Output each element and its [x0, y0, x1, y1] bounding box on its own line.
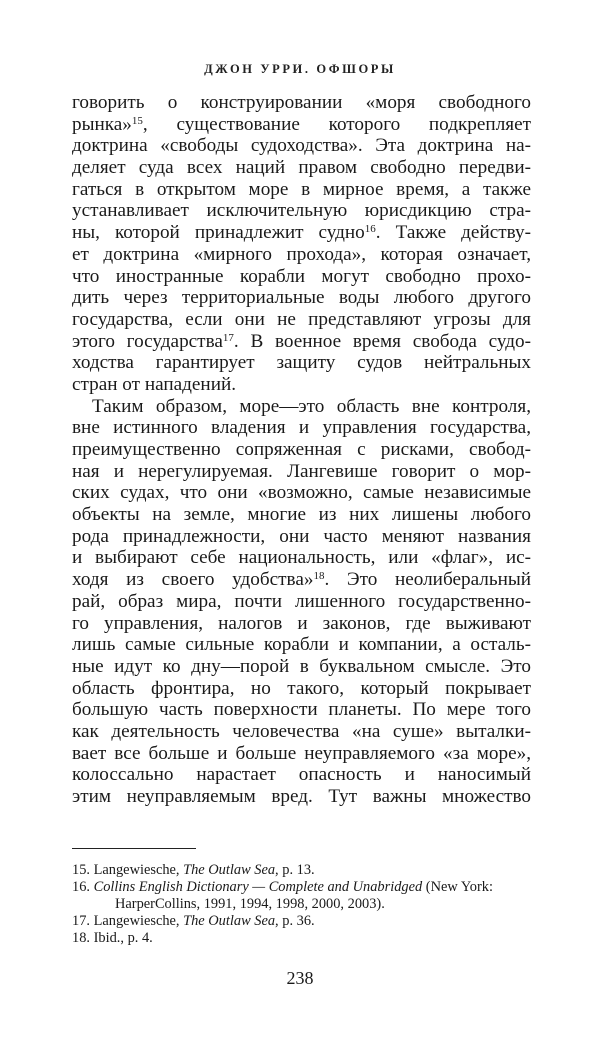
text-line: рай, образ мира, почти лишенного государственно-: [72, 590, 531, 612]
running-head: ДЖОН УРРИ. ОФШОРЫ: [204, 62, 396, 76]
text-line: преимущественно сопряженная с рисками, свобод-: [72, 439, 531, 460]
text-line: область фронтира, но такого, который покрывает: [72, 677, 531, 699]
text-line: ные идут ко дну—порой в буквальном смысле. Это: [72, 655, 531, 677]
footnote-15: 15. Langewiesche, The Outlaw Sea, p. 13.: [72, 862, 315, 878]
text-line: что иностранные корабли могут свободно прохо-: [72, 265, 531, 287]
text-line: государства, если они не представляют угрозы для: [72, 308, 531, 330]
footnotes: [72, 862, 531, 947]
text-line: гаться в открытом море в мирное время, а также: [72, 178, 531, 200]
text-line: устанавливает исключительную юрисдикцию стра-: [72, 200, 531, 222]
text-line: ет доктрина «мирного прохода», которая означает,: [72, 243, 531, 265]
text-line: говорить о конструировании «моря свободного: [72, 92, 531, 113]
footnote-17: 17. Langewiesche, The Outlaw Sea, p. 36.: [72, 913, 315, 929]
text-line: как деятельность человечества «на суше» выталки-: [72, 720, 531, 742]
text-line: этим неуправляемым вред. Тут важны множество: [72, 786, 531, 807]
footnote-16-continuation: HarperCollins, 1991, 1994, 1998, 2000, 2003).: [115, 896, 385, 912]
text-line: деляет суда всех наций правом свободно передви-: [72, 157, 531, 179]
footnote-ref-17[interactable]: 17: [222, 331, 234, 344]
footnote-ref-18[interactable]: 18: [313, 570, 325, 583]
text-line: ны, которой принадлежит судно$^{16}$. Также действу-: [72, 222, 532, 244]
text-line: ходства гарантирует защиту судов нейтральных: [72, 352, 531, 374]
text-line: и выбирают себе национальность, или «флаг», ис-: [72, 547, 531, 569]
text-line: лишь самые сильные корабли и компании, а осталь-: [72, 634, 531, 656]
text-line: ходя из своего удобства»$^{18}$. Это неолиберальный: [72, 569, 532, 591]
text-line: дить через территориальные воды любого другого: [72, 287, 531, 309]
text-line: го управления, налогов и законов, где выживают: [72, 612, 531, 634]
text-line: рынка»$^{15}$, существование которого подкрепляет: [72, 113, 531, 135]
footnote-ref-15[interactable]: 15: [131, 114, 143, 127]
paragraph-start: Таким образом, море—это область вне контроля,: [92, 395, 531, 417]
footnote-16: 16. Collins English Dictionary — Complete and Unabridged (New York:: [72, 879, 493, 895]
text-line: вает все больше и больше неуправляемого «за море»,: [72, 742, 531, 764]
body-text: [72, 92, 531, 808]
text-line: объекты на земле, многие из них лишены любого: [72, 504, 531, 526]
text-line: колоссально нарастает опасность и наносимый: [72, 764, 531, 786]
text-line: этого государства$^{17}$. В военное время свобода судо-: [72, 330, 532, 352]
footnote-ref-16[interactable]: 16: [364, 223, 376, 236]
text-line: ная и нерегулируемая. Лангевише говорит о мор-: [72, 460, 531, 482]
footnote-18: 18. Ibid., p. 4.: [72, 930, 153, 946]
text-line: вне истинного владения и управления государства,: [72, 417, 531, 439]
text-line: ских судах, что они «возможно, самые независимые: [72, 482, 531, 504]
footnote-separator: [72, 848, 196, 849]
page-number: 238: [286, 968, 314, 988]
text-line: рода принадлежности, они часто меняют названия: [72, 525, 531, 547]
text-line: стран от нападений.: [72, 373, 237, 395]
text-line: доктрина «свободы судоходства». Эта доктрина на-: [72, 135, 531, 157]
text-line: большую часть поверхности планеты. По мере того: [72, 699, 531, 721]
